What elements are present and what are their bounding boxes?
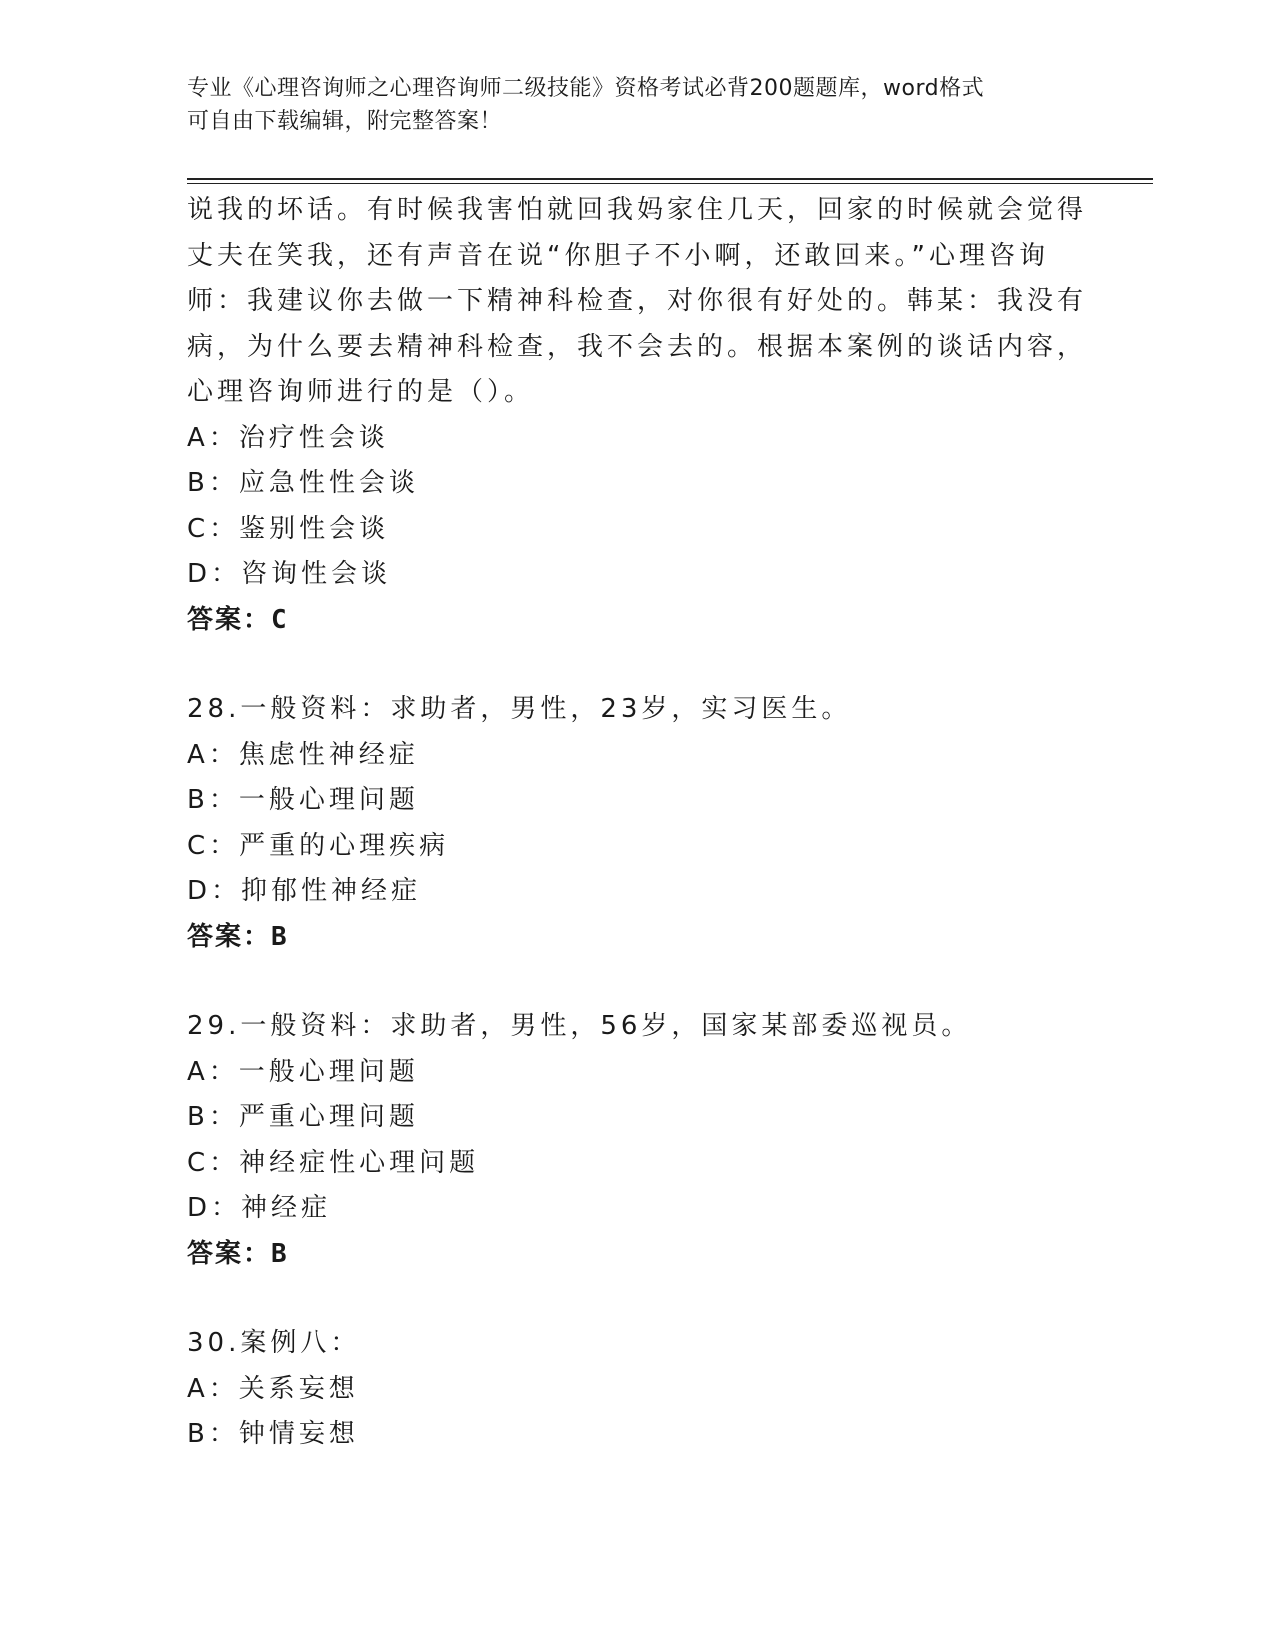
option-a: A：治疗性会谈 (187, 422, 389, 453)
option-d: D：咨询性会谈 (187, 559, 392, 589)
option-a: A：关系妄想 (187, 1373, 359, 1404)
header-line-2: 可自由下载编辑，附完整答案！ (187, 109, 503, 134)
question-30 (187, 1321, 1087, 1458)
spacer (187, 960, 1087, 1004)
answer-value: B (271, 1238, 289, 1269)
header-divider-thick (187, 178, 1153, 180)
question-title: 30.案例八： (187, 1328, 361, 1358)
question-text-line: 心理咨询师进行的是（）。 (187, 377, 535, 407)
answer-label: 答案： (187, 604, 272, 635)
spacer (187, 1277, 1087, 1321)
question-27-continued (187, 188, 1087, 643)
question-29 (187, 1004, 1087, 1277)
option-d: D：抑郁性神经症 (187, 876, 422, 906)
answer-line (187, 915, 1087, 961)
question-text-line: 说我的坏话。有时候我害怕就回我妈家住几天，回家的时候就会觉得 (187, 195, 1088, 225)
answer-line (187, 598, 1087, 644)
option-b: B：一般心理问题 (187, 785, 419, 815)
option-c: C：鉴别性会谈 (187, 513, 390, 544)
option-b: B：钟情妄想 (187, 1419, 359, 1449)
answer-label: 答案： (187, 921, 272, 952)
document-body (187, 188, 1087, 1458)
header-line-1: 专业《心理咨询师之心理咨询师二级技能》资格考试必背200题题库，word格式 (187, 76, 985, 101)
option-c: C：严重的心理疾病 (187, 830, 450, 861)
question-text-line: 丈夫在笑我，还有声音在说“你胆子不小啊，还敢回来。”心理咨询 (187, 240, 1049, 271)
question-text-line: 病，为什么要去精神科检查，我不会去的。根据本案例的谈话内容， (187, 331, 1088, 362)
answer-label: 答案： (187, 1238, 272, 1269)
option-b: B：严重心理问题 (187, 1102, 419, 1132)
answer-value: B (271, 921, 289, 952)
option-a: A：焦虑性神经症 (187, 739, 419, 770)
question-text-line: 师：我建议你去做一下精神科检查，对你很有好处的。韩某：我没有 (187, 286, 1088, 316)
answer-value: C (271, 604, 289, 635)
question-28 (187, 687, 1087, 960)
option-c: C：神经症性心理问题 (187, 1147, 480, 1178)
question-title: 28.一般资料：求助者，男性，23岁，实习医生。 (187, 694, 852, 724)
header-divider-thin (187, 183, 1153, 184)
question-title: 29.一般资料：求助者，男性，56岁，国家某部委巡视员。 (187, 1011, 972, 1041)
answer-line (187, 1232, 1087, 1278)
option-a: A：一般心理问题 (187, 1056, 419, 1087)
option-d: D：神经症 (187, 1193, 332, 1223)
spacer (187, 643, 1087, 687)
document-header (187, 72, 1067, 138)
option-b: B：应急性性会谈 (187, 468, 419, 498)
